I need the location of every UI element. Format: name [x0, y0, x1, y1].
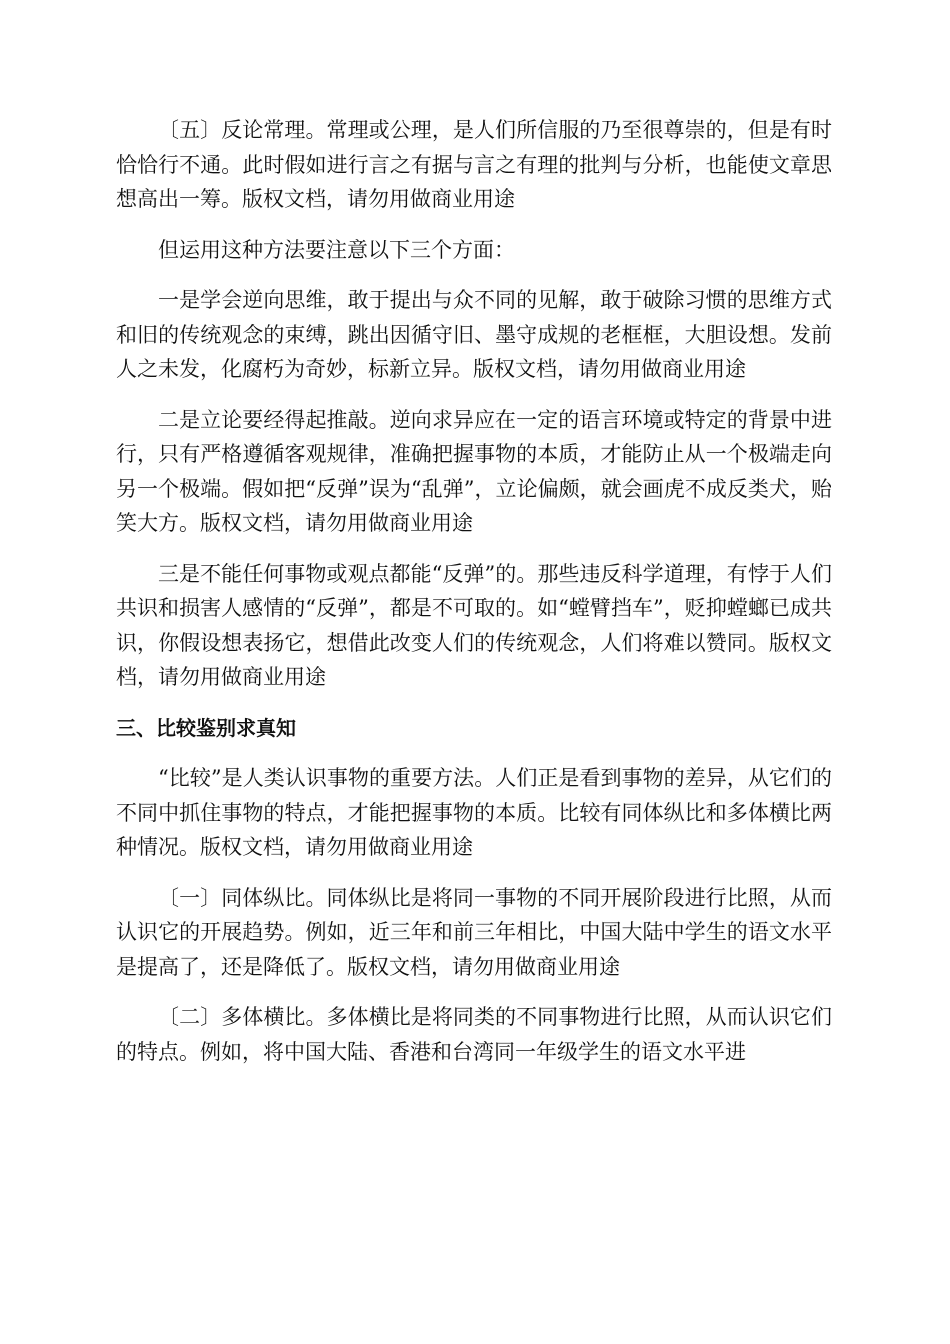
paragraph-vertical-comparison: 〔一〕同体纵比。同体纵比是将同一事物的不同开展阶段进行比照，从而认识它的开展趋势。例如，近三年和前三年相比，中国大陆中学生的语文水平是提高了，还是降低了。版权文档，请勿用做商业用途 [116, 885, 832, 979]
document-page [116, 113, 832, 1085]
section-heading: 三、比较鉴别求真知 [116, 715, 296, 740]
paragraph-fan-lun-chang-li: 〔五〕反论常理。常理或公理，是人们所信服的乃至很尊崇的，但是有时恰恰行不通。此时假如进行言之有据与言之有理的批判与分析，也能使文章思想高出一筹。版权文档，请勿用做商业用途 [116, 118, 832, 211]
paragraph-comparison-intro: “比较”是人类认识事物的重要方法。人们正是看到事物的差异，从它们的不同中抓住事物的特点，才能把握事物的本质。比较有同体纵比和多体横比两种情况。版权文档，请勿用做商业用途 [116, 766, 832, 859]
paragraph-point-one: 一是学会逆向思维，敢于提出与众不同的见解，敢于破除习惯的思维方式和旧的传统观念的束缚，跳出因循守旧、墨守成规的老框框，大胆设想。发前人之未发，化腐朽为奇妙，标新立异。版权文档，请勿用做商业用途 [116, 288, 832, 381]
paragraph-horizontal-comparison: 〔二〕多体横比。多体横比是将同类的不同事物进行比照，从而认识它们的特点。例如，将中国大陆、香港和台湾同一年级学生的语文水平进 [116, 1005, 832, 1064]
paragraph-point-two: 二是立论要经得起推敲。逆向求异应在一定的语言环境或特定的背景中进行，只有严格遵循客观规律，准确把握事物的本质，才能防止从一个极端走向另一个极端。假如把“反弹”误为“乱弹”，立论偏颇，就会画虎不成反类犬，贻笑大方。版权文档，请勿用做商业用途 [116, 407, 832, 535]
paragraph-point-three: 三是不能任何事物或观点都能“反弹”的。那些违反科学道理，有悖于人们共识和损害人感情的“反弹”，都是不可取的。如“螳臂挡车”，贬抑螳螂已成共识，你假设想表扬它，想借此改变人们的传统观念，人们将难以赞同。版权文档，请勿用做商业用途 [116, 561, 832, 689]
paragraph-method-notes-intro: 但运用这种方法要注意以下三个方面： [158, 237, 515, 262]
